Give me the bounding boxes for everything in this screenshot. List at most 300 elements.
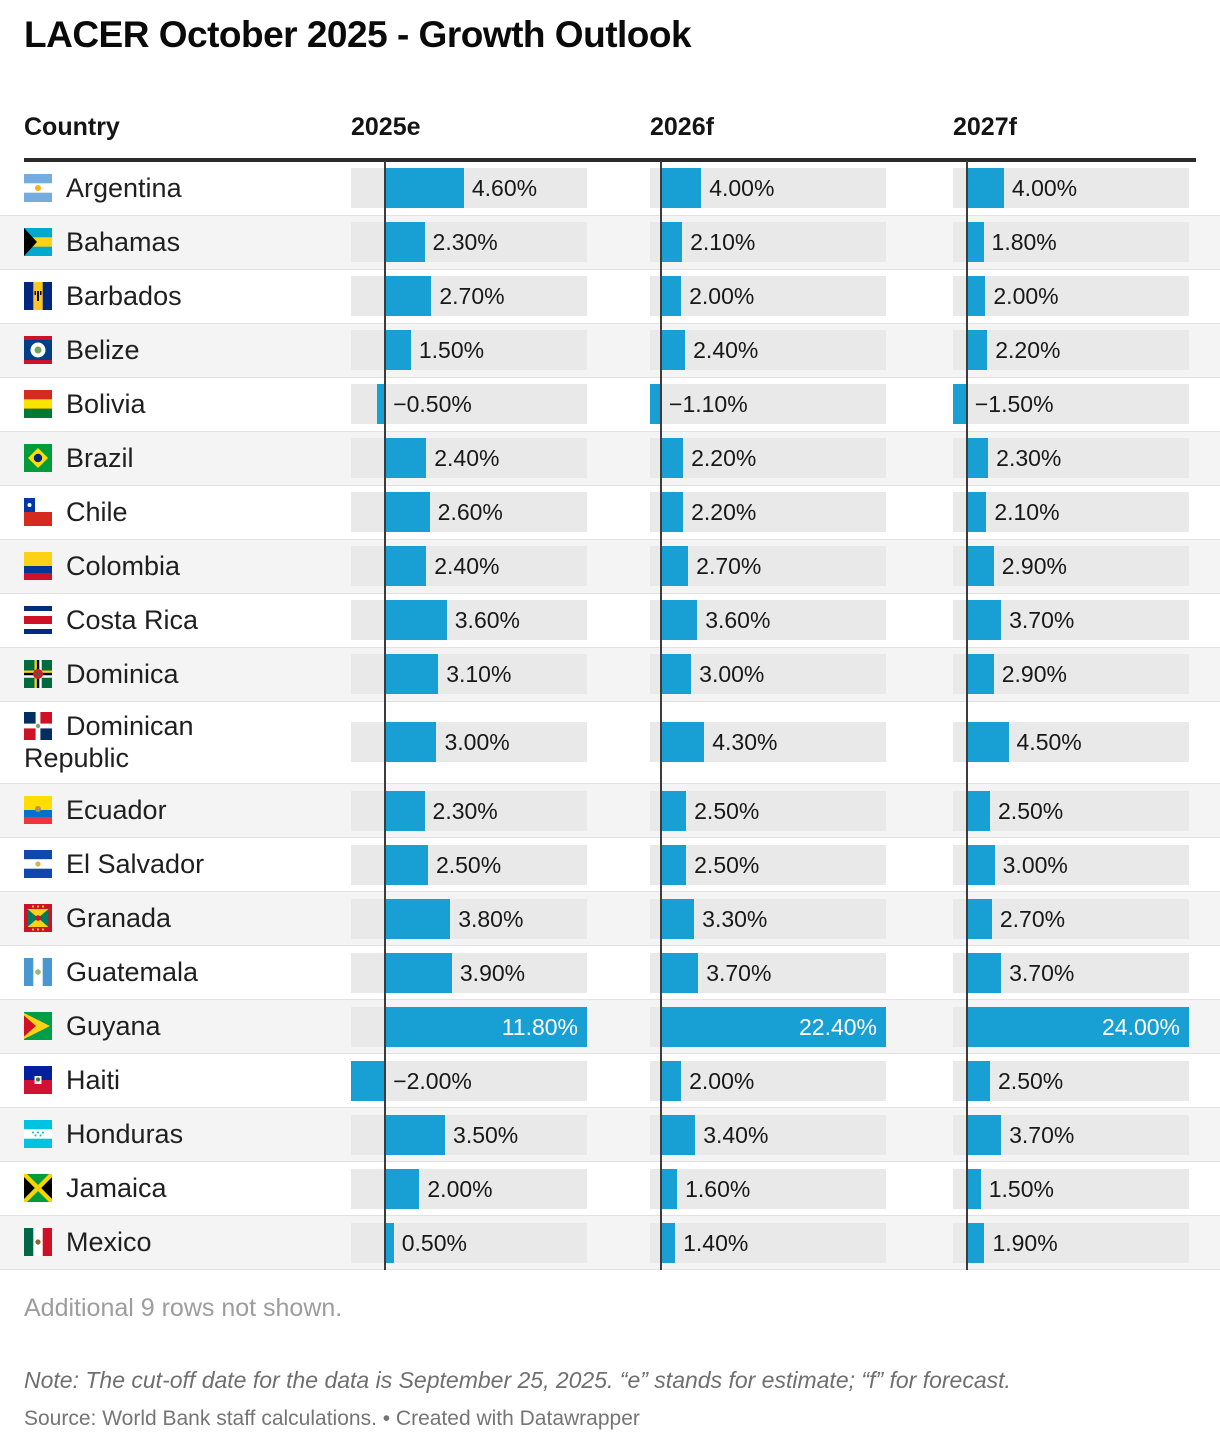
zero-axis-line (660, 377, 662, 432)
zero-axis-line (384, 999, 386, 1054)
bar-track (650, 330, 886, 370)
bar-cell-2027f (953, 1000, 1196, 1053)
zero-axis-line (384, 1053, 386, 1108)
zero-axis-line (660, 485, 662, 540)
zero-axis-line (966, 161, 968, 216)
value-label: 22.40% (798, 1013, 877, 1040)
jamaica-flag-icon (24, 1174, 52, 1202)
zero-axis-line (384, 945, 386, 1000)
bar-track (953, 654, 1189, 694)
zero-axis-line (384, 323, 386, 378)
value-bar (967, 953, 1001, 993)
value-bar (967, 276, 986, 316)
country-cell (0, 702, 280, 784)
zero-axis-line (966, 431, 968, 486)
bar-cell-2027f (953, 1108, 1196, 1161)
table-row (0, 946, 1220, 1000)
country-name: Barbados (66, 280, 182, 311)
zero-axis-line (384, 647, 386, 702)
bar-cell-2027f (953, 162, 1196, 215)
bar-cell-2027f (953, 702, 1196, 784)
value-bar (661, 438, 683, 478)
value-label: 3.10% (446, 661, 512, 688)
value-label: 3.60% (705, 607, 771, 634)
value-bar (661, 546, 688, 586)
dominican-republic-flag-icon (24, 712, 52, 740)
bar-track (650, 845, 886, 885)
zero-axis-line (966, 593, 968, 648)
zero-axis-line (966, 1053, 968, 1108)
bar-track (953, 845, 1189, 885)
country-name: Haiti (66, 1065, 121, 1096)
bar-track (351, 654, 587, 694)
value-label: 3.70% (1009, 607, 1075, 634)
value-label: 2.50% (435, 851, 502, 878)
bar-track (953, 953, 1189, 993)
costa-rica-flag-icon (24, 606, 52, 634)
value-label: −2.00% (393, 1067, 472, 1094)
value-bar (385, 546, 426, 586)
bar-track (650, 1061, 886, 1101)
zero-axis-line (660, 1215, 662, 1270)
zero-axis-line (660, 593, 662, 648)
value-bar (967, 654, 994, 694)
value-label: 2.90% (1001, 553, 1067, 580)
zero-axis-line (966, 269, 968, 324)
bar-cell-2025e (280, 486, 650, 539)
bar-cell-2025e (280, 216, 650, 269)
bar-cell-2026f (650, 378, 953, 431)
zero-axis-line (660, 269, 662, 324)
bar-track (650, 1223, 886, 1263)
value-label: 3.70% (1009, 959, 1075, 986)
value-label: 3.40% (703, 1121, 769, 1148)
country-cell (0, 380, 280, 429)
value-label: 1.80% (991, 229, 1057, 256)
value-bar (385, 722, 436, 762)
bar-cell-2027f (953, 648, 1196, 701)
bar-cell-2025e (280, 784, 650, 837)
value-bar (385, 654, 438, 694)
bar-cell-2026f (650, 324, 953, 377)
value-label: 3.90% (459, 959, 526, 986)
zero-axis-line (660, 161, 662, 216)
table-row (0, 702, 1220, 785)
table-row (0, 594, 1220, 648)
more-rows-note: Additional 9 rows not shown. (24, 1294, 343, 1323)
zero-axis-line (966, 539, 968, 594)
zero-axis-line (660, 701, 662, 785)
column-header-2025e: 2025e (351, 112, 421, 141)
value-bar (967, 1115, 1001, 1155)
granada-flag-icon (24, 904, 52, 932)
zero-axis-line (966, 323, 968, 378)
belize-flag-icon (24, 336, 52, 364)
value-label: 4.60% (471, 175, 538, 202)
bar-track (351, 276, 587, 316)
barbados-flag-icon (24, 282, 52, 310)
value-label: 2.70% (999, 905, 1066, 932)
value-label: −0.50% (393, 391, 472, 418)
zero-axis-line (384, 837, 386, 892)
value-label: 1.50% (988, 1175, 1054, 1202)
zero-axis-line (966, 783, 968, 838)
value-bar (351, 1061, 385, 1101)
table-row (0, 324, 1220, 378)
zero-axis-line (966, 701, 968, 785)
value-bar (661, 899, 694, 939)
bar-track (953, 546, 1189, 586)
bar-track (650, 384, 886, 424)
table-row (0, 216, 1220, 270)
bar-track (650, 791, 886, 831)
zero-axis-line (660, 999, 662, 1054)
value-label: 2.90% (1001, 661, 1067, 688)
bar-track (650, 953, 886, 993)
table-row (0, 432, 1220, 486)
bar-track (953, 1169, 1189, 1209)
zero-axis-line (966, 215, 968, 270)
country-cell (0, 326, 280, 375)
bar-track (351, 1061, 587, 1101)
bar-cell-2027f (953, 270, 1196, 323)
bar-cell-2026f (650, 1216, 953, 1269)
bar-cell-2026f (650, 946, 953, 999)
bar-track (351, 546, 587, 586)
table-row (0, 838, 1220, 892)
table-body (0, 162, 1220, 1271)
table-header (24, 57, 1196, 162)
value-label: −1.50% (974, 391, 1054, 418)
value-bar (385, 1169, 419, 1209)
zero-axis-line (660, 539, 662, 594)
bar-cell-2025e (280, 838, 650, 891)
bar-track (351, 384, 587, 424)
zero-axis-line (660, 1161, 662, 1216)
bar-track (650, 899, 886, 939)
value-label: 1.90% (992, 1229, 1058, 1256)
value-label: 2.20% (691, 499, 757, 526)
bar-cell-2025e (280, 648, 650, 701)
value-bar (385, 899, 450, 939)
bar-track (351, 1115, 587, 1155)
value-bar (661, 222, 682, 262)
country-cell (0, 840, 280, 889)
bar-cell-2025e (280, 892, 650, 945)
zero-axis-line (384, 593, 386, 648)
bar-track (351, 845, 587, 885)
ecuador-flag-icon (24, 796, 52, 824)
value-label: −1.10% (669, 391, 748, 418)
value-label: 3.00% (444, 729, 510, 756)
bar-track (953, 600, 1189, 640)
bar-track (650, 1169, 886, 1209)
country-name: Jamaica (66, 1173, 167, 1204)
zero-axis-line (384, 783, 386, 838)
bar-cell-2026f (650, 162, 953, 215)
bar-track (650, 1007, 886, 1047)
bar-track (953, 722, 1189, 762)
value-bar (967, 330, 987, 370)
zero-axis-line (660, 215, 662, 270)
value-label: 4.00% (709, 175, 775, 202)
value-bar (385, 492, 429, 532)
bar-track (953, 330, 1189, 370)
value-label: 2.30% (432, 229, 498, 256)
colombia-flag-icon (24, 552, 52, 580)
value-bar (967, 222, 984, 262)
zero-axis-line (660, 647, 662, 702)
bahamas-flag-icon (24, 228, 52, 256)
zero-axis-line (966, 837, 968, 892)
bar-cell-2026f (650, 1054, 953, 1107)
bar-track (650, 438, 886, 478)
value-bar (661, 654, 691, 694)
country-name: Guatemala (66, 957, 199, 988)
country-cell (0, 434, 280, 483)
bar-cell-2025e (280, 432, 650, 485)
bar-track (351, 722, 587, 762)
country-name: Brazil (66, 442, 134, 473)
zero-axis-line (660, 783, 662, 838)
bar-cell-2027f (953, 378, 1196, 431)
value-label: 2.50% (998, 1067, 1064, 1094)
table-row (0, 1000, 1220, 1054)
zero-axis-line (384, 431, 386, 486)
value-label: 3.50% (453, 1121, 519, 1148)
table-row (0, 1216, 1220, 1270)
value-bar (661, 492, 683, 532)
bar-cell-2025e (280, 702, 650, 784)
value-bar (661, 791, 686, 831)
country-cell (0, 1164, 280, 1213)
country-cell (0, 1002, 280, 1051)
value-label: 0.50% (401, 1229, 467, 1256)
country-name: Guyana (66, 1011, 161, 1042)
country-cell (0, 894, 280, 943)
zero-axis-line (966, 1161, 968, 1216)
bar-track (953, 438, 1189, 478)
country-cell (0, 1218, 280, 1267)
value-label: 2.10% (690, 229, 756, 256)
bar-track (650, 654, 886, 694)
country-cell (0, 786, 280, 835)
value-bar (967, 1061, 990, 1101)
value-label: 3.70% (706, 959, 772, 986)
bolivia-flag-icon (24, 390, 52, 418)
value-label: 2.00% (689, 283, 755, 310)
table-row (0, 1054, 1220, 1108)
bar-cell-2025e (280, 1108, 650, 1161)
bar-cell-2026f (650, 702, 953, 784)
country-name: Belize (66, 334, 140, 365)
honduras-flag-icon (24, 1120, 52, 1148)
value-bar (385, 222, 424, 262)
bar-cell-2025e (280, 270, 650, 323)
bar-cell-2025e (280, 378, 650, 431)
chart-title: LACER October 2025 - Growth Outlook (24, 14, 692, 55)
country-name: Honduras (66, 1119, 184, 1150)
value-bar (967, 546, 994, 586)
value-bar (967, 722, 1009, 762)
guyana-flag-icon (24, 1012, 52, 1040)
country-cell (0, 218, 280, 267)
value-bar (385, 1223, 394, 1263)
column-header-country: Country (24, 112, 120, 141)
bar-track (650, 276, 886, 316)
value-label: 3.60% (454, 607, 520, 634)
value-bar (661, 953, 698, 993)
bar-track (650, 600, 886, 640)
zero-axis-line (966, 485, 968, 540)
zero-axis-line (384, 1215, 386, 1270)
bar-track (650, 1115, 886, 1155)
country-cell (0, 1056, 280, 1105)
zero-axis-line (966, 891, 968, 946)
zero-axis-line (384, 377, 386, 432)
table-row (0, 1108, 1220, 1162)
bar-cell-2026f (650, 432, 953, 485)
value-label: 24.00% (1101, 1013, 1180, 1040)
bar-track (351, 899, 587, 939)
value-label: 3.80% (458, 905, 524, 932)
bar-cell-2027f (953, 594, 1196, 647)
country-cell (0, 488, 280, 537)
mexico-flag-icon (24, 1228, 52, 1256)
el-salvador-flag-icon (24, 850, 52, 878)
value-label: 2.20% (995, 337, 1061, 364)
bar-track (351, 1223, 587, 1263)
country-cell (0, 650, 280, 699)
value-bar (385, 276, 431, 316)
value-label: 2.10% (994, 499, 1060, 526)
footnote: Note: The cut-off date for the data is September 25, 2025. “e” stands for estimate; “f” for forecast. (24, 1367, 1011, 1394)
value-bar (967, 791, 990, 831)
value-label: 4.50% (1016, 729, 1082, 756)
country-cell (0, 542, 280, 591)
value-label: 2.40% (434, 553, 500, 580)
value-label: 2.40% (434, 445, 500, 472)
bar-cell-2027f (953, 1162, 1196, 1215)
bar-track (351, 1007, 587, 1047)
country-name: El Salvador (66, 849, 205, 880)
bar-cell-2025e (280, 946, 650, 999)
table-row (0, 486, 1220, 540)
zero-axis-line (966, 377, 968, 432)
zero-axis-line (660, 945, 662, 1000)
value-label: 2.70% (696, 553, 762, 580)
bar-cell-2027f (953, 432, 1196, 485)
zero-axis-line (384, 539, 386, 594)
chile-flag-icon (24, 498, 52, 526)
bar-cell-2026f (650, 216, 953, 269)
bar-cell-2027f (953, 540, 1196, 593)
bar-cell-2026f (650, 838, 953, 891)
value-label: 2.50% (694, 851, 760, 878)
value-bar (385, 330, 411, 370)
value-bar (385, 791, 424, 831)
value-label: 3.00% (1002, 851, 1068, 878)
bar-track (953, 1007, 1189, 1047)
value-bar (967, 1169, 981, 1209)
value-bar (953, 384, 967, 424)
bar-cell-2027f (953, 486, 1196, 539)
bar-cell-2025e (280, 1162, 650, 1215)
value-bar (661, 722, 704, 762)
dominica-flag-icon (24, 660, 52, 688)
brazil-flag-icon (24, 444, 52, 472)
value-bar (967, 438, 988, 478)
zero-axis-line (384, 485, 386, 540)
zero-axis-line (384, 269, 386, 324)
bar-cell-2026f (650, 486, 953, 539)
zero-axis-line (966, 1107, 968, 1162)
table-row (0, 270, 1220, 324)
zero-axis-line (660, 1053, 662, 1108)
bar-track (953, 1223, 1189, 1263)
value-bar (385, 845, 428, 885)
value-label: 1.60% (685, 1175, 751, 1202)
bar-cell-2026f (650, 892, 953, 945)
zero-axis-line (660, 1107, 662, 1162)
value-bar (967, 492, 986, 532)
bar-track (650, 492, 886, 532)
bar-track (953, 168, 1189, 208)
bar-track (650, 168, 886, 208)
bar-cell-2026f (650, 1000, 953, 1053)
country-name: Dominican Republic (24, 710, 194, 774)
value-bar (661, 276, 681, 316)
bar-cell-2025e (280, 324, 650, 377)
country-cell (0, 164, 280, 213)
bar-cell-2026f (650, 594, 953, 647)
value-label: 3.30% (702, 905, 768, 932)
zero-axis-line (966, 945, 968, 1000)
value-bar (385, 438, 426, 478)
zero-axis-line (384, 1161, 386, 1216)
bar-track (953, 899, 1189, 939)
column-header-2027f: 2027f (953, 112, 1017, 141)
value-bar (967, 168, 1004, 208)
value-bar (661, 1061, 681, 1101)
bar-track (351, 600, 587, 640)
country-name: Bahamas (66, 226, 181, 257)
value-label: 2.20% (691, 445, 757, 472)
country-name: Mexico (66, 1227, 152, 1258)
zero-axis-line (384, 215, 386, 270)
zero-axis-line (966, 647, 968, 702)
table-row (0, 378, 1220, 432)
value-bar (385, 600, 447, 640)
value-label: 1.40% (683, 1229, 749, 1256)
country-name: Granada (66, 903, 172, 934)
bar-cell-2025e (280, 540, 650, 593)
value-bar (661, 600, 697, 640)
value-label: 2.30% (432, 797, 498, 824)
argentina-flag-icon (24, 174, 52, 202)
zero-axis-line (660, 431, 662, 486)
bar-cell-2026f (650, 270, 953, 323)
value-label: 2.40% (693, 337, 759, 364)
haiti-flag-icon (24, 1066, 52, 1094)
value-label: 2.00% (427, 1175, 493, 1202)
country-cell (0, 596, 280, 645)
bar-cell-2026f (650, 648, 953, 701)
bar-cell-2025e (280, 162, 650, 215)
bar-track (351, 953, 587, 993)
bar-cell-2027f (953, 784, 1196, 837)
value-label: 2.50% (694, 797, 760, 824)
